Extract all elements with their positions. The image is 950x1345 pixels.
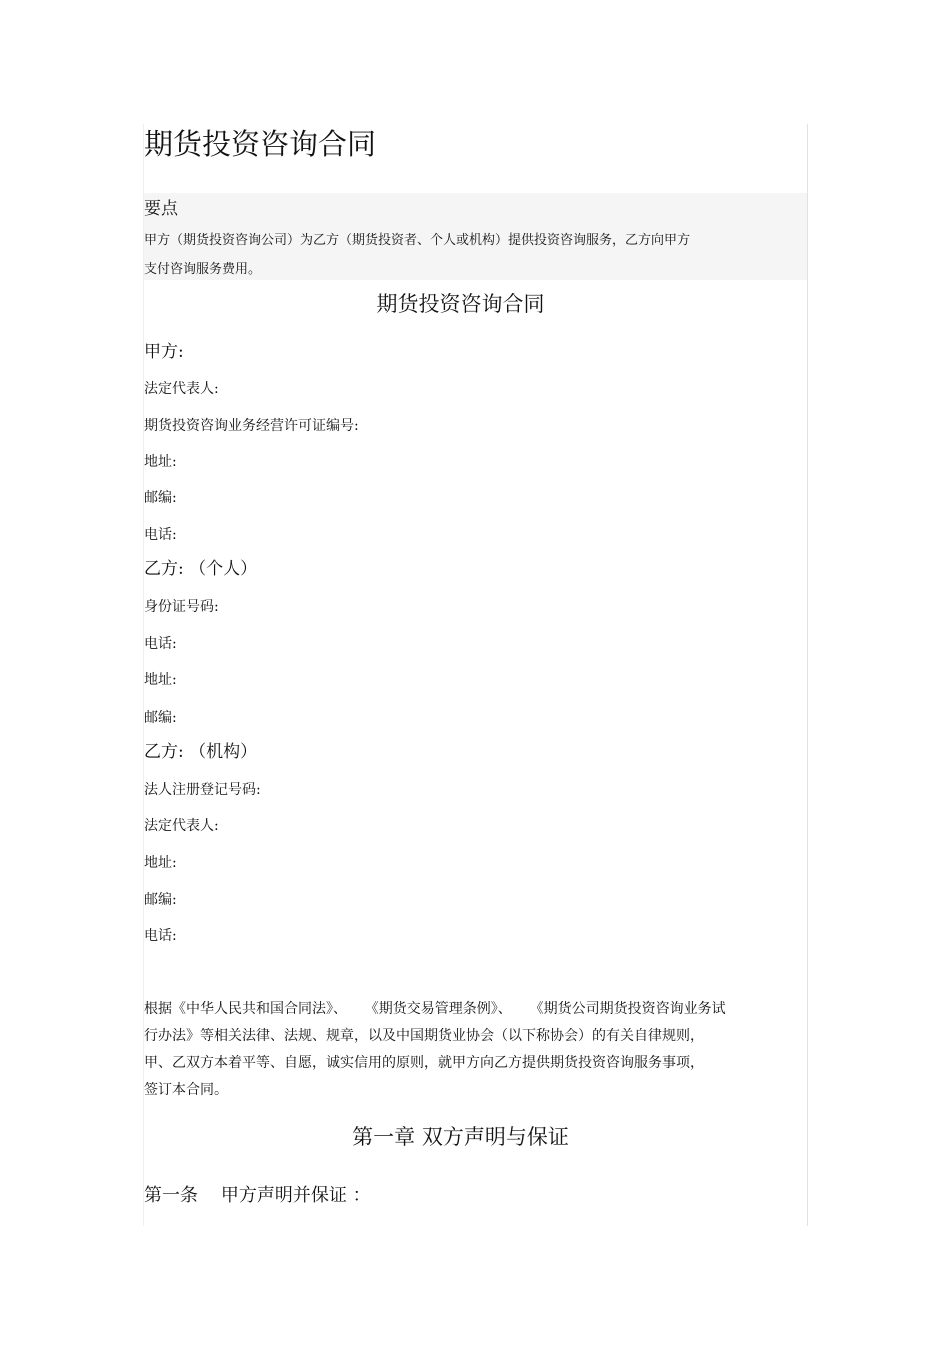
document-page: [143, 124, 808, 1226]
preamble-line: 根据《中华人民共和国合同法》、 《期货交易管理条例》、 《期货公司期货投资咨询业务试: [144, 1001, 726, 1017]
preamble-line: 签订本合同。: [144, 1082, 228, 1098]
preamble-paragraph: [144, 996, 794, 1104]
party-b-institution-field-postcode: 邮编:: [144, 892, 177, 908]
party-a-field-postcode: 邮编:: [144, 490, 177, 506]
party-a-field-license-no: 期货投资咨询业务经营许可证编号:: [144, 418, 359, 434]
party-a-field-address: 地址:: [144, 454, 177, 470]
summary-line: 甲方（期货投资咨询公司）为乙方（期货投资者、个人或机构）提供投资咨询服务，乙方向甲方: [144, 233, 691, 248]
party-b-individual-field-address: 地址:: [144, 672, 177, 688]
party-b-individual-heading: 乙方: （个人）: [144, 559, 258, 579]
party-b-individual-field-postcode: 邮编:: [144, 710, 177, 726]
contract-title: 期货投资咨询合同: [376, 292, 545, 316]
party-b-institution-field-phone: 电话:: [144, 928, 177, 944]
party-a-field-phone: 电话:: [144, 527, 177, 543]
summary-box: [144, 193, 807, 280]
summary-line: 支付咨询服务费用。: [144, 262, 262, 277]
party-a-heading: 甲方:: [144, 342, 184, 362]
party-b-individual-field-id-no: 身份证号码:: [144, 599, 219, 615]
document-title: 期货投资咨询合同: [144, 127, 377, 161]
chapter-title: 第一章 双方声明与保证: [352, 1125, 569, 1149]
preamble-line: 行办法》等相关法律、法规、规章，以及中国期货业协会（以下称协会）的有关自律规则，: [144, 1028, 704, 1044]
preamble-line: 甲、乙双方本着平等、自愿，诚实信用的原则，就甲方向乙方提供期货投资咨询服务事项，: [144, 1055, 704, 1071]
party-b-institution-field-legal-rep: 法定代表人:: [144, 818, 219, 834]
summary-text: [144, 226, 744, 284]
party-b-individual-field-phone: 电话:: [144, 636, 177, 652]
party-b-institution-heading: 乙方: （机构）: [144, 742, 258, 762]
party-a-field-legal-rep: 法定代表人:: [144, 381, 219, 397]
party-b-institution-field-reg-no: 法人注册登记号码:: [144, 782, 261, 798]
article-title: 第一条 甲方声明并保证 ：: [144, 1185, 371, 1206]
summary-heading: 要点: [144, 199, 178, 219]
party-b-institution-field-address: 地址:: [144, 855, 177, 871]
